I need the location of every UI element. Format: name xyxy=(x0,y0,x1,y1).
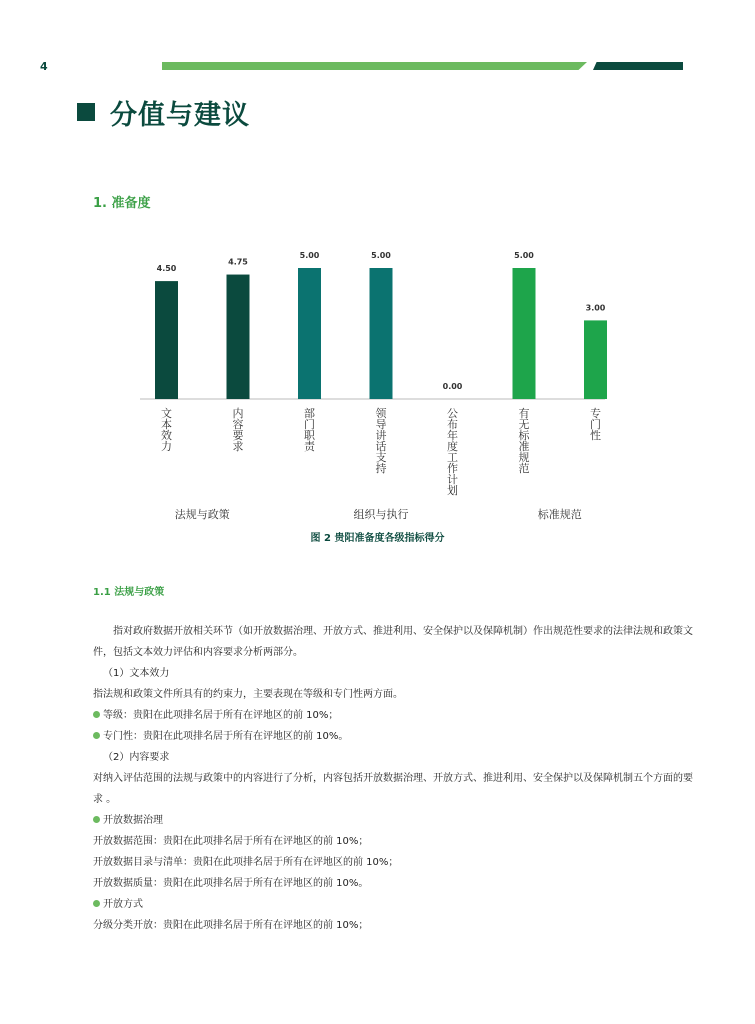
bullet-open-mode: 开放方式 xyxy=(103,899,143,910)
category-label: 部门职责 xyxy=(304,407,315,453)
page-title: 分值与建议 xyxy=(110,100,250,131)
group-label: 标准规范 xyxy=(537,508,582,521)
readiness-bar-chart xyxy=(120,238,640,528)
bar xyxy=(298,268,321,399)
category-label: 专门性 xyxy=(590,407,601,442)
paragraph-definition: 指对政府数据开放相关环节（如开放数据治理、开放方式、推进利用、安全保护以及保障机制）作出规范性要求的法律法规和政策文件，包括文本效力评估和内容要求分析两部分。 xyxy=(93,626,693,658)
line-tiered-open: 分级分类开放：贵阳在此项排名居于所有在评地区的前 10%； xyxy=(93,920,369,931)
category-label: 内容要求 xyxy=(232,407,244,453)
data-label: 4.50 xyxy=(156,264,177,274)
body-text xyxy=(93,621,693,936)
paragraph-content: 对纳入评估范围的法规与政策中的内容进行了分析，内容包括开放数据治理、开放方式、推进利用、安全保护以及保障机制五个方面的要求 。 xyxy=(93,773,693,805)
bullet-dot-icon xyxy=(93,732,100,739)
category-label: 领导讲话支持 xyxy=(375,407,387,475)
line-data-scope: 开放数据范围：贵阳在此项排名居于所有在评地区的前 10%； xyxy=(93,836,369,847)
paragraph-text-effect: 指法规和政策文件所具有的约束力，主要表现在等级和专门性两方面。 xyxy=(93,689,403,700)
bullet-data-governance: 开放数据治理 xyxy=(103,815,163,826)
bullet-dot-icon xyxy=(93,711,100,718)
item-heading-text-effect: （1）文本效力 xyxy=(103,668,170,679)
header-band-light xyxy=(162,62,587,70)
bullet-specificity: 专门性：贵阳在此项排名居于所有在评地区的前 10%。 xyxy=(103,731,349,742)
category-label: 公布年度工作计划 xyxy=(447,407,458,497)
bar xyxy=(155,281,178,399)
line-data-catalog: 开放数据目录与清单：贵阳在此项排名居于所有在评地区的前 10%； xyxy=(93,857,399,868)
data-label: 5.00 xyxy=(514,251,534,260)
item-heading-content: （2）内容要求 xyxy=(103,752,170,763)
line-data-quality: 开放数据质量：贵阳在此项排名居于所有在评地区的前 10%。 xyxy=(93,878,369,889)
category-label: 文本效力 xyxy=(161,407,172,453)
heading-square-icon xyxy=(77,103,95,121)
bar xyxy=(584,320,607,399)
bar xyxy=(227,275,250,399)
data-label: 5.00 xyxy=(299,251,320,260)
bullet-dot-icon xyxy=(93,816,100,823)
data-label: 3.00 xyxy=(585,303,606,313)
bar xyxy=(513,268,536,399)
subsection-title: 1.1 法规与政策 xyxy=(93,587,165,598)
data-label: 0.00 xyxy=(442,382,463,391)
page-number: 4 xyxy=(40,60,48,73)
figure-caption: 图 2 贵阳准备度各级指标得分 xyxy=(310,533,445,544)
data-label: 4.75 xyxy=(228,257,248,267)
section-title: 1. 准备度 xyxy=(93,196,151,211)
bar xyxy=(370,268,393,399)
bullet-dot-icon xyxy=(93,900,100,907)
bullet-level: 等级：贵阳在此项排名居于所有在评地区的前 10%； xyxy=(103,710,339,721)
group-label: 法规与政策 xyxy=(174,508,230,521)
category-label: 有无标准规范 xyxy=(518,407,530,475)
group-label: 组织与执行 xyxy=(353,508,409,521)
data-label: 5.00 xyxy=(371,251,391,260)
header-band-dark xyxy=(593,62,683,70)
